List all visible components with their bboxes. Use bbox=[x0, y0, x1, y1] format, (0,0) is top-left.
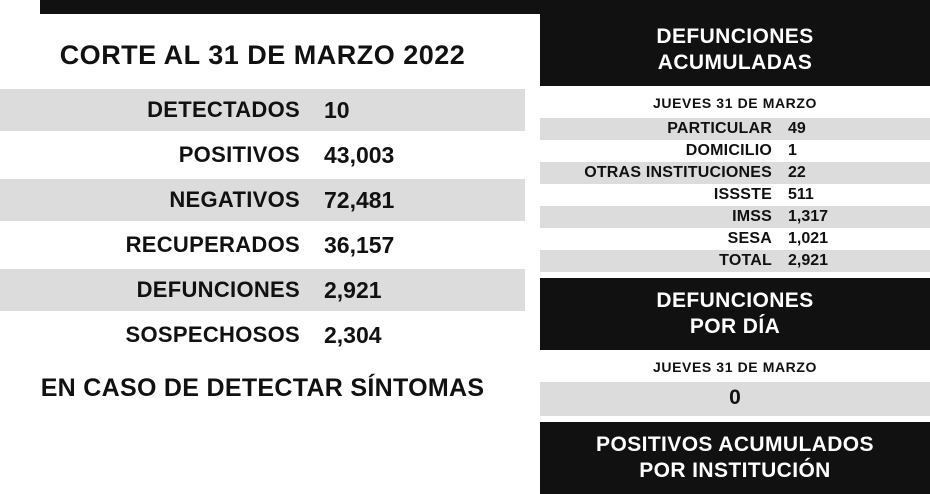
stat-label-negativos: NEGATIVOS bbox=[169, 187, 300, 212]
row-value-total: 2,921 bbox=[788, 252, 829, 269]
section-header-line1: POSITIVOS ACUMULADOS bbox=[596, 433, 874, 456]
page-title: CORTE AL 31 DE MARZO 2022 bbox=[59, 40, 466, 70]
stat-value-defunciones: 2,921 bbox=[324, 276, 382, 303]
row-value-domicilio: 1 bbox=[788, 142, 797, 159]
stat-row bbox=[0, 179, 525, 221]
right-details-panel bbox=[540, 14, 930, 482]
stat-value-sospechosos: 2,304 bbox=[324, 321, 382, 348]
row-value-issste: 511 bbox=[788, 186, 814, 203]
stat-value-positivos: 43,003 bbox=[324, 141, 395, 168]
section-header-positivos-acumulados bbox=[540, 422, 930, 494]
row-value-particular: 49 bbox=[788, 120, 806, 137]
table-row bbox=[540, 184, 930, 206]
stat-label-recuperados: RECUPERADOS bbox=[125, 232, 300, 257]
stat-row bbox=[0, 314, 525, 356]
stat-value-recuperados: 36,157 bbox=[324, 231, 395, 258]
stat-label-positivos: POSITIVOS bbox=[178, 142, 300, 167]
table-row bbox=[540, 162, 930, 184]
table-row bbox=[540, 250, 930, 272]
section-header-line2: POR INSTITUCIÓN bbox=[639, 459, 831, 482]
section-header-line1: DEFUNCIONES bbox=[656, 25, 814, 48]
stat-value-negativos: 72,481 bbox=[324, 186, 395, 213]
stat-label-detectados: DETECTADOS bbox=[147, 97, 300, 122]
row-label-particular: PARTICULAR bbox=[667, 120, 772, 137]
section-header-line2: ACUMULADAS bbox=[657, 51, 813, 74]
row-value-otras-instituciones: 22 bbox=[788, 164, 806, 181]
table-row bbox=[540, 228, 930, 250]
row-label-total: TOTAL bbox=[719, 252, 772, 269]
table-row bbox=[540, 140, 930, 162]
row-label-otras-instituciones: OTRAS INSTITUCIONES bbox=[584, 164, 772, 181]
table-row bbox=[540, 118, 930, 140]
stat-label-defunciones: DEFUNCIONES bbox=[136, 277, 300, 302]
stat-value-detectados: 10 bbox=[324, 96, 350, 123]
defunciones-por-dia-date: JUEVES 31 DE MARZO bbox=[652, 359, 818, 375]
section-header-line2: POR DÍA bbox=[689, 315, 781, 338]
section-header-defunciones-por-dia bbox=[540, 278, 930, 350]
defunciones-acumuladas-date: JUEVES 31 DE MARZO bbox=[652, 95, 818, 111]
row-value-imss: 1,317 bbox=[788, 208, 829, 225]
table-row bbox=[540, 206, 930, 228]
symptoms-notice: EN CASO DE DETECTAR SÍNTOMAS bbox=[40, 374, 485, 402]
section-header-line1: DEFUNCIONES bbox=[656, 289, 814, 312]
row-label-imss: IMSS bbox=[732, 208, 772, 225]
stat-row bbox=[0, 89, 525, 131]
row-label-domicilio: DOMICILIO bbox=[685, 142, 772, 159]
stat-row bbox=[0, 134, 525, 176]
row-label-issste: ISSSTE bbox=[713, 186, 772, 203]
row-value-sesa: 1,021 bbox=[788, 230, 829, 247]
top-black-band bbox=[40, 0, 930, 14]
defunciones-por-dia-value: 0 bbox=[540, 382, 930, 416]
stat-row bbox=[0, 224, 525, 266]
stat-label-sospechosos: SOSPECHOSOS bbox=[125, 322, 300, 347]
left-summary-panel bbox=[0, 14, 525, 450]
row-label-sesa: SESA bbox=[727, 230, 772, 247]
stat-row bbox=[0, 269, 525, 311]
section-header-defunciones-acumuladas bbox=[540, 14, 930, 86]
